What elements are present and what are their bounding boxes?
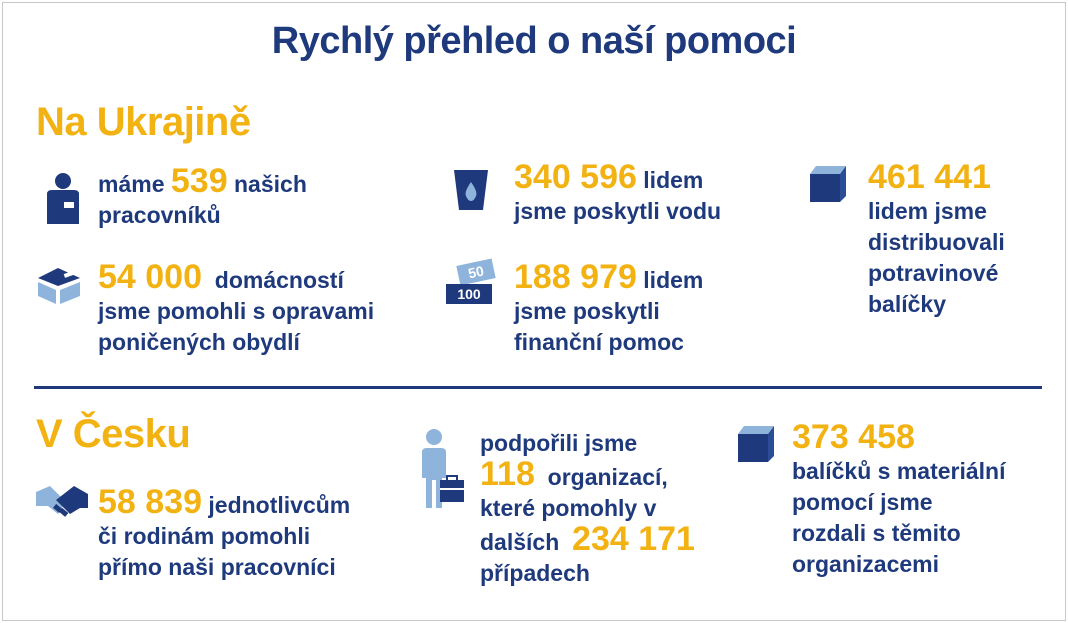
stat-ukraine-repairs [98,258,375,358]
banknote-100: 100 [446,284,492,304]
repair-house-icon [34,264,84,304]
stat-number: 340 596 [514,158,637,196]
section-heading-ukraine: Na Ukrajině [36,100,251,144]
stat-text: lidem [643,267,704,293]
section-heading-czech: V Česku [36,412,191,456]
stat-czech-packages [792,418,1006,580]
stat-text: přímo naši pracovníci [98,554,336,580]
stat-text: případech [480,560,590,586]
stat-text: distribuovali [868,229,1005,255]
stat-text: finanční pomoc [514,329,684,355]
section-divider [34,386,1042,389]
banknote-50: 50 [456,258,495,285]
stat-number: 461 441 [868,158,991,196]
stat-text: pomocí jsme [792,489,933,515]
stat-text: či rodinám pomohli [98,523,311,549]
stat-ukraine-water [514,158,722,227]
stat-text: máme [98,171,165,197]
stat-text: rozdali s těmito [792,520,961,546]
water-glass-icon [452,168,490,212]
stat-czech-individuals [98,483,351,583]
stat-text: poničených obydlí [98,329,300,355]
stat-text: které pomohly v [480,495,657,521]
stat-number: 54 000 [98,258,202,296]
handshake-icon [36,484,88,522]
stat-text: našich [234,171,307,197]
stat-number: 373 458 [792,418,915,456]
stat-ukraine-finance [514,258,704,358]
stat-number: 188 979 [514,258,637,296]
stat-text: pracovníků [98,202,221,228]
stat-text: jednotlivcům [208,492,351,518]
stat-text: balíčků s materiální [792,458,1006,484]
stat-text: balíčky [868,291,946,317]
stat-text: domácností [214,267,344,293]
stat-text: jsme poskytli [514,298,660,324]
stat-text: podpořili jsme [480,430,638,456]
stat-ukraine-food [868,158,1005,320]
stat-ukraine-staff [98,162,307,231]
worker-icon [44,172,82,224]
banknotes-icon [444,262,496,306]
stat-text: jsme poskytli vodu [514,198,722,224]
page-title: Rychlý přehled o naší pomoci [271,20,797,62]
stat-number: 58 839 [98,483,202,521]
stat-number: 234 171 [572,520,695,558]
stat-text: lidem jsme [868,198,987,224]
stat-czech-organizations [480,428,695,589]
stat-text: potravinové [868,260,999,286]
stat-text: jsme pomohli s opravami [98,298,375,324]
stat-text: dalších [480,529,560,555]
stat-text: organizacemi [792,551,939,577]
stat-text: organizací, [547,464,668,490]
stat-number: 118 [480,455,535,493]
box-icon [736,424,776,464]
person-briefcase-icon [418,428,466,510]
stat-text: lidem [643,167,704,193]
stat-number: 539 [170,162,228,200]
box-icon [808,164,848,204]
